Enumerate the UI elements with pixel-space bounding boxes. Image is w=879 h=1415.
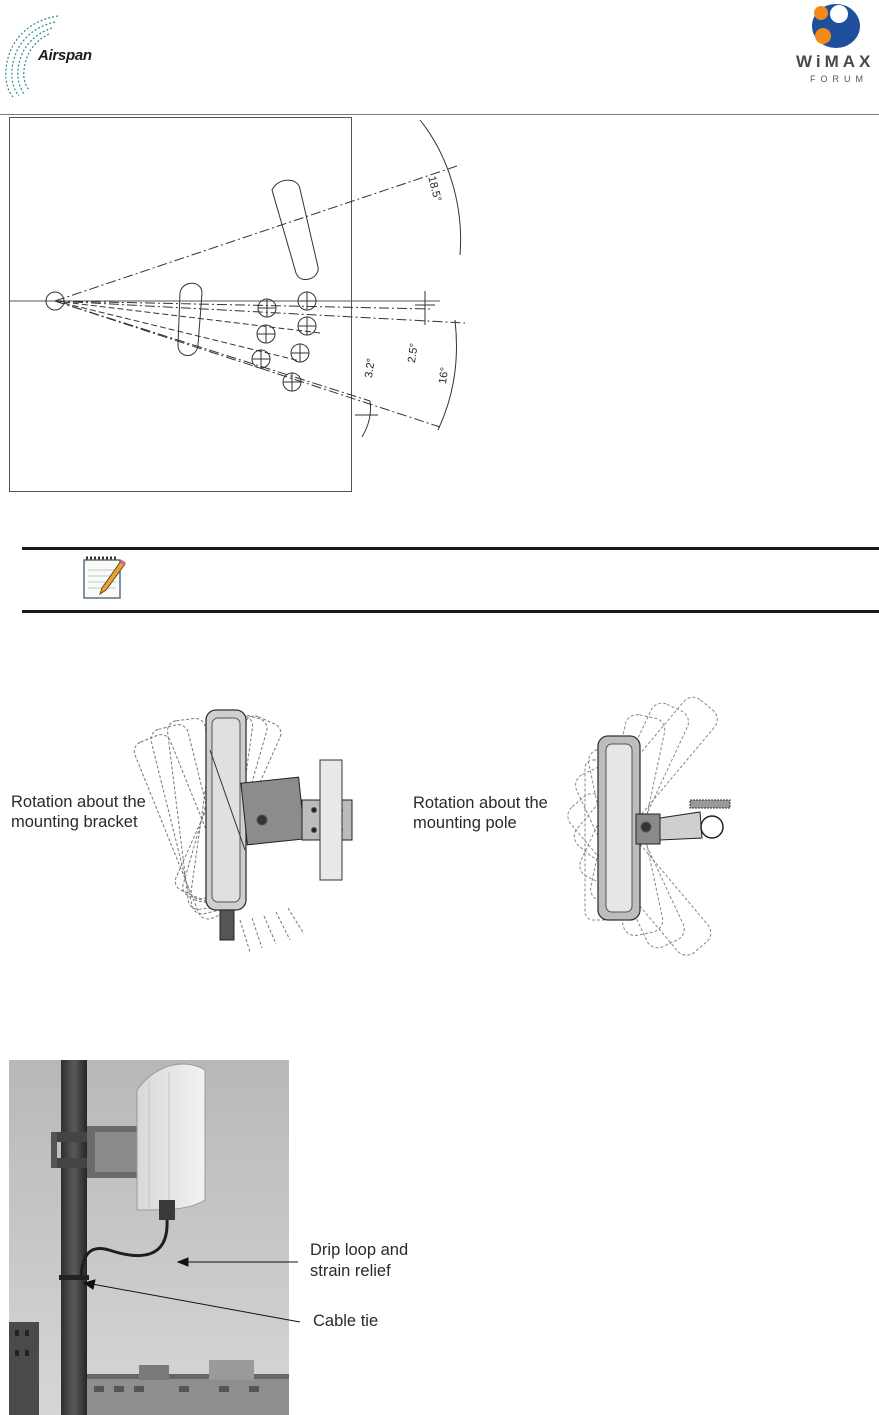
pole-mounted-antenna-photo bbox=[9, 1060, 289, 1415]
drip-loop-callout-line1: Drip loop and bbox=[310, 1241, 409, 1259]
wimax-forum-logo bbox=[790, 0, 879, 96]
wimax-dots-icon bbox=[790, 0, 879, 52]
installation-photo bbox=[9, 1060, 289, 1415]
note-top-rule bbox=[22, 547, 879, 550]
wimax-wordmark: WiMAX bbox=[796, 52, 875, 71]
angle-label-2-5: 2.5° bbox=[406, 342, 421, 364]
elevation-angle-diagram bbox=[0, 115, 480, 495]
cable-tie-callout: Cable tie bbox=[313, 1312, 379, 1330]
note-icon bbox=[80, 554, 128, 600]
angle-label-16: 16° bbox=[437, 366, 452, 385]
airspan-logo bbox=[0, 10, 140, 100]
drip-loop-callout-line2: strain relief bbox=[310, 1262, 391, 1280]
forum-wordmark: FORUM bbox=[810, 74, 868, 84]
rotation-pole-label-line2: mounting pole bbox=[413, 814, 517, 832]
rotation-pole-label-line1: Rotation about the bbox=[413, 794, 548, 812]
notepad-pencil-icon bbox=[80, 554, 128, 600]
elevation-diagram-svg bbox=[0, 115, 480, 495]
angle-label-3-2: 3.2° bbox=[363, 357, 378, 379]
rotation-bracket-label-line1: Rotation about the bbox=[11, 793, 146, 811]
angle-label-18-5: 18.5° bbox=[425, 175, 444, 203]
note-bottom-rule bbox=[22, 610, 879, 613]
rotation-bracket-label-line2: mounting bracket bbox=[11, 813, 138, 831]
airspan-wordmark: Airspan bbox=[38, 47, 92, 64]
